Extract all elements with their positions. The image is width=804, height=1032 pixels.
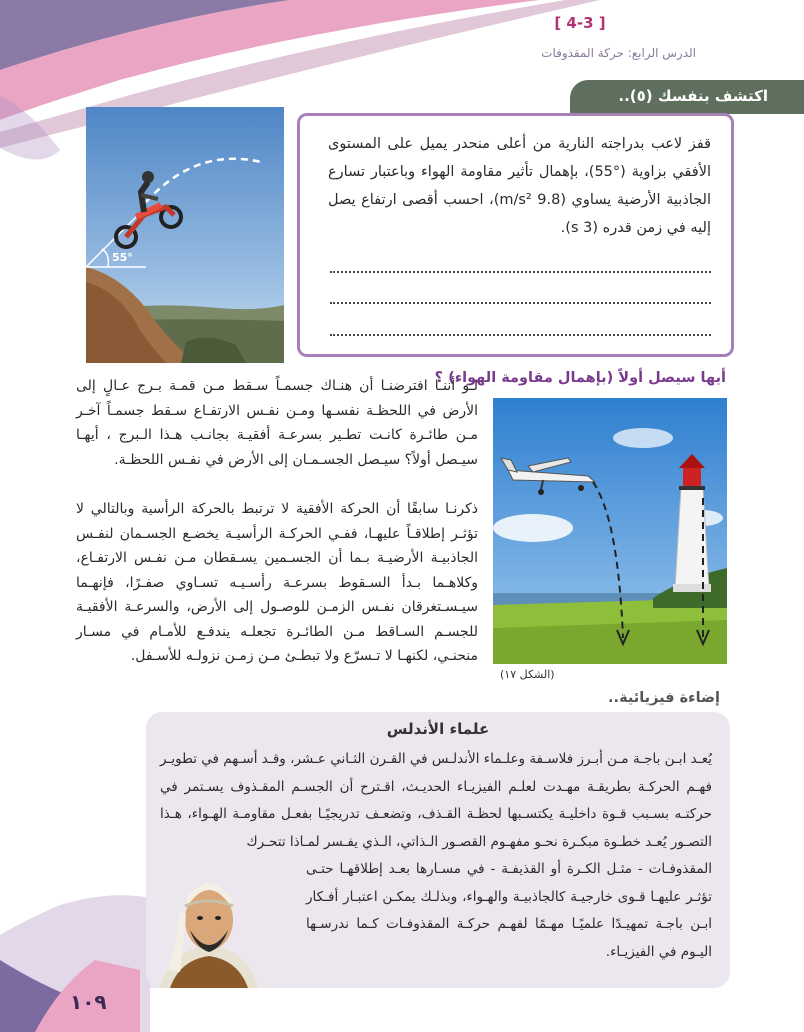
lesson-number: [ 4-3 ] (554, 14, 606, 32)
body-paragraph-1: لـو أننـا افترضنـا أن هنـاك جسمـاً سـقط مـن قمـة بـرج عـالٍ إلى الأرض في اللحظـة نفسـها ومـن نفـس الارتفـاع سـقط جسمـاً آخـر مـن طائـرة كانـت تطـير بسرعـة أفقيـة بجانـب هـذا الـبرج ، أيهـا سيـصل أولاً؟ سيـصل الجسـمـان إلى الأرض في نفـس اللحظـة. (76, 378, 478, 468)
answer-line (330, 271, 711, 273)
figure-caption: (الشكل ١٧) (500, 668, 555, 681)
body-paragraph-2: ذكرنـا سابقًا أن الحركة الأفقية لا ترتبط بالحركة الرأسية وبالتالي لا تؤثـر إطلاقـاً عليهـا، ففـي الحركـة الرأسيـة يخضـع الجسـمان لنفـس الجاذبيـة الأرضيـة بـما أن الجسـمين يسـقطان مـن نفـس الارتفـاع، وكلاهـما بـدأ السـقوط بسرعـة رأسـيـه تسـاوي صفـرًا، فإنهـما سيـسـتغرقان نفـس الزمـن للوصـول إلى الأرض، والسرعـة الأفقيـة للجسـم السـاقط مـن الطائـرة تجعلـه يندفـع للأمـام في مسـار منحنـي، لكنهـا لا تـسرّع ولا تبطـئ مـن زمـن نزولـه للأسـفل. (76, 501, 478, 664)
problem-text: قفز لاعب بدراجته النارية من أعلى منحدر يميل على المستوى الأفقي بزاوية (°55)، بإهمال تأثير مقاومة الهواء وباعتبار تسارع الجاذبية الأرضية يساوي (m/s² 9.8)، احسب أقصى ارتفاع يصل إليه في زمن قدره (s 3). (328, 136, 711, 236)
info-box-andalusia-scholars (146, 712, 730, 988)
section-heading-physics-highlight: إضاءة فيزيائية.. (608, 690, 720, 706)
plane-lighthouse-figure (493, 398, 727, 664)
problem-box (297, 113, 734, 357)
discover-tab-label: اكتشف بنفسك (٥).. (618, 87, 768, 105)
info-box-text: يُعـد ابـن باجـة مـن أبـرز فلاسـفة وعلـماء الأندلـس في القـرن الثـاني عـشر، وقـد أسـهم في تطويـر فهـم الحركـة بطريقـة مهـدت لعلـم الفيزيـاء الحديـث، اقـترح أن الجسـم المقـذوف يسـتمر في حركتـه بسـبب قـوة داخليـة يكتسـبها لحظـة القـذف، وتضعـف تدريجيًـا بفعـل مقاومـة الهـواء، هـذا التصـور يُعـد خطـوة مبكـرة نحـو مفهـوم القصـور الـذاتي، الـذي يفـسر لمـاذا تتحـرك (160, 751, 712, 850)
answer-line (330, 302, 711, 304)
info-box-text-continued: المقذوفـات - مثـل الكـرة أو القذيفـة - في مسـارها بعـد إطلاقهـا حتـى تؤثـر عليهـا قـوى خارجيـة كالجاذبيـة والهـواء، وبذلـك يمكـن اعتبـار أفـكار ابـن باجـة تمهيـدًا علميًـا مهـمًا لفهـم حركـة المقذوفـات كـما ندرسـها اليـوم في الفيزيـاء. (306, 861, 712, 960)
section-heading-falls-first: أيها سيصل أولاً (بإهمال مقاومة الهواء) ؟ (434, 370, 726, 386)
answer-line (330, 334, 711, 336)
motorbike-jump-photo (86, 107, 284, 363)
discover-section-tab (570, 80, 804, 114)
page-number: ١٠٩ (70, 990, 107, 1014)
angle-label: 55° (112, 251, 133, 264)
lesson-title: الدرس الرابع: حركة المقذوفات (541, 46, 696, 60)
info-box-title: علماء الأندلس (386, 720, 490, 738)
scholar-portrait (150, 860, 268, 988)
